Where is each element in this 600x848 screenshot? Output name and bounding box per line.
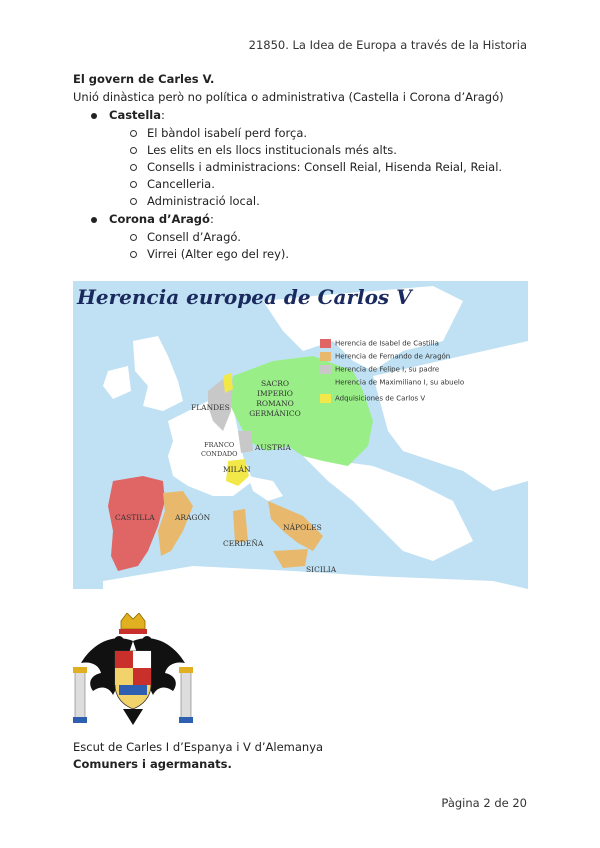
region-cerdena xyxy=(233,509,248,543)
land-britain xyxy=(133,336,183,411)
legend-swatch xyxy=(320,352,331,361)
land-italy-north xyxy=(248,476,283,501)
list-item: Virrei (Alter ego del rey). xyxy=(130,247,289,261)
circle-bullet-icon xyxy=(130,130,137,137)
bullet-dot-icon xyxy=(91,217,97,223)
circle-bullet-icon xyxy=(130,164,137,171)
legend-swatch xyxy=(320,394,331,403)
bullet-label: Castella xyxy=(109,108,161,122)
legend-item: Herencia de Isabel de Castilla xyxy=(320,339,439,348)
map-label-sicilia: SICILIA xyxy=(306,565,337,574)
region-castilla xyxy=(108,476,165,571)
list-item: Consell d’Aragó. xyxy=(130,230,241,244)
section-title: El govern de Carles V. xyxy=(73,72,215,86)
map-label-milan: MILÁN xyxy=(223,465,251,474)
legend-item: Herencia de Felipe I, su padre xyxy=(320,365,439,374)
coat-of-arms-caption: Escut de Carles I d’Espanya i V d’Alemanya xyxy=(73,740,324,754)
map-label-austria: AUSTRIA xyxy=(255,443,291,452)
land-europe-east xyxy=(373,341,528,491)
region-sicilia xyxy=(273,549,308,568)
page-number: Pàgina 2 de 20 xyxy=(441,796,527,810)
circle-bullet-icon xyxy=(130,234,137,241)
bullet-label: Corona d’Aragó xyxy=(109,212,210,226)
legend-swatch xyxy=(320,339,331,348)
list-item: Administració local. xyxy=(130,194,260,208)
list-item: Cancelleria. xyxy=(130,177,215,191)
list-item: El bàndol isabelí perd força. xyxy=(130,126,307,140)
legend-item: Herencia de Maximiliano I, su abuelo xyxy=(320,378,464,387)
land-ireland xyxy=(103,366,131,399)
circle-bullet-icon xyxy=(130,147,137,154)
circle-bullet-icon xyxy=(130,181,137,188)
coat-of-arms-graphic xyxy=(73,613,193,731)
list-item: Consells i administracions: Consell Reial, Hisenda Reial, Reial. xyxy=(130,160,502,174)
map-label-napoles: NÁPOLES xyxy=(283,523,322,532)
map-image xyxy=(73,281,528,589)
map-label-sacro-imperio: SACRO IMPERIO ROMANO GERMÁNICO xyxy=(249,379,301,418)
map-label-castilla: CASTILLA xyxy=(115,513,155,522)
map-label-franco-condado: FRANCO CONDADO xyxy=(201,441,238,458)
land-balkans xyxy=(303,456,473,561)
circle-bullet-icon xyxy=(130,198,137,205)
next-section-title: Comuners i agermanats. xyxy=(73,757,232,771)
map-graphic xyxy=(73,281,528,589)
page-header: 21850. La Idea de Europa a través de la Historia xyxy=(248,38,527,52)
circle-bullet-icon xyxy=(130,251,137,258)
coat-of-arms-image xyxy=(73,613,193,731)
legend-item: Adquisiciones de Carlos V xyxy=(320,394,425,403)
map-label-aragon: ARAGÓN xyxy=(175,513,211,522)
bullet-arago: Corona d’Aragó: xyxy=(91,212,214,226)
legend-swatch xyxy=(320,365,331,374)
map-title: Herencia europea de Carlos V xyxy=(77,285,412,309)
section-intro: Unió dinàstica però no política o administrativa (Castella i Corona d’Aragó) xyxy=(73,90,504,104)
bullet-dot-icon xyxy=(91,113,97,119)
legend-swatch xyxy=(320,378,331,387)
list-item: Les elits en els llocs institucionals més alts. xyxy=(130,143,397,157)
bullet-castella: Castella: xyxy=(91,108,165,122)
map-label-flandes: FLANDES xyxy=(191,403,230,412)
map-label-cerdena: CERDEÑA xyxy=(223,539,264,548)
legend-item: Herencia de Fernando de Aragón xyxy=(320,352,450,361)
